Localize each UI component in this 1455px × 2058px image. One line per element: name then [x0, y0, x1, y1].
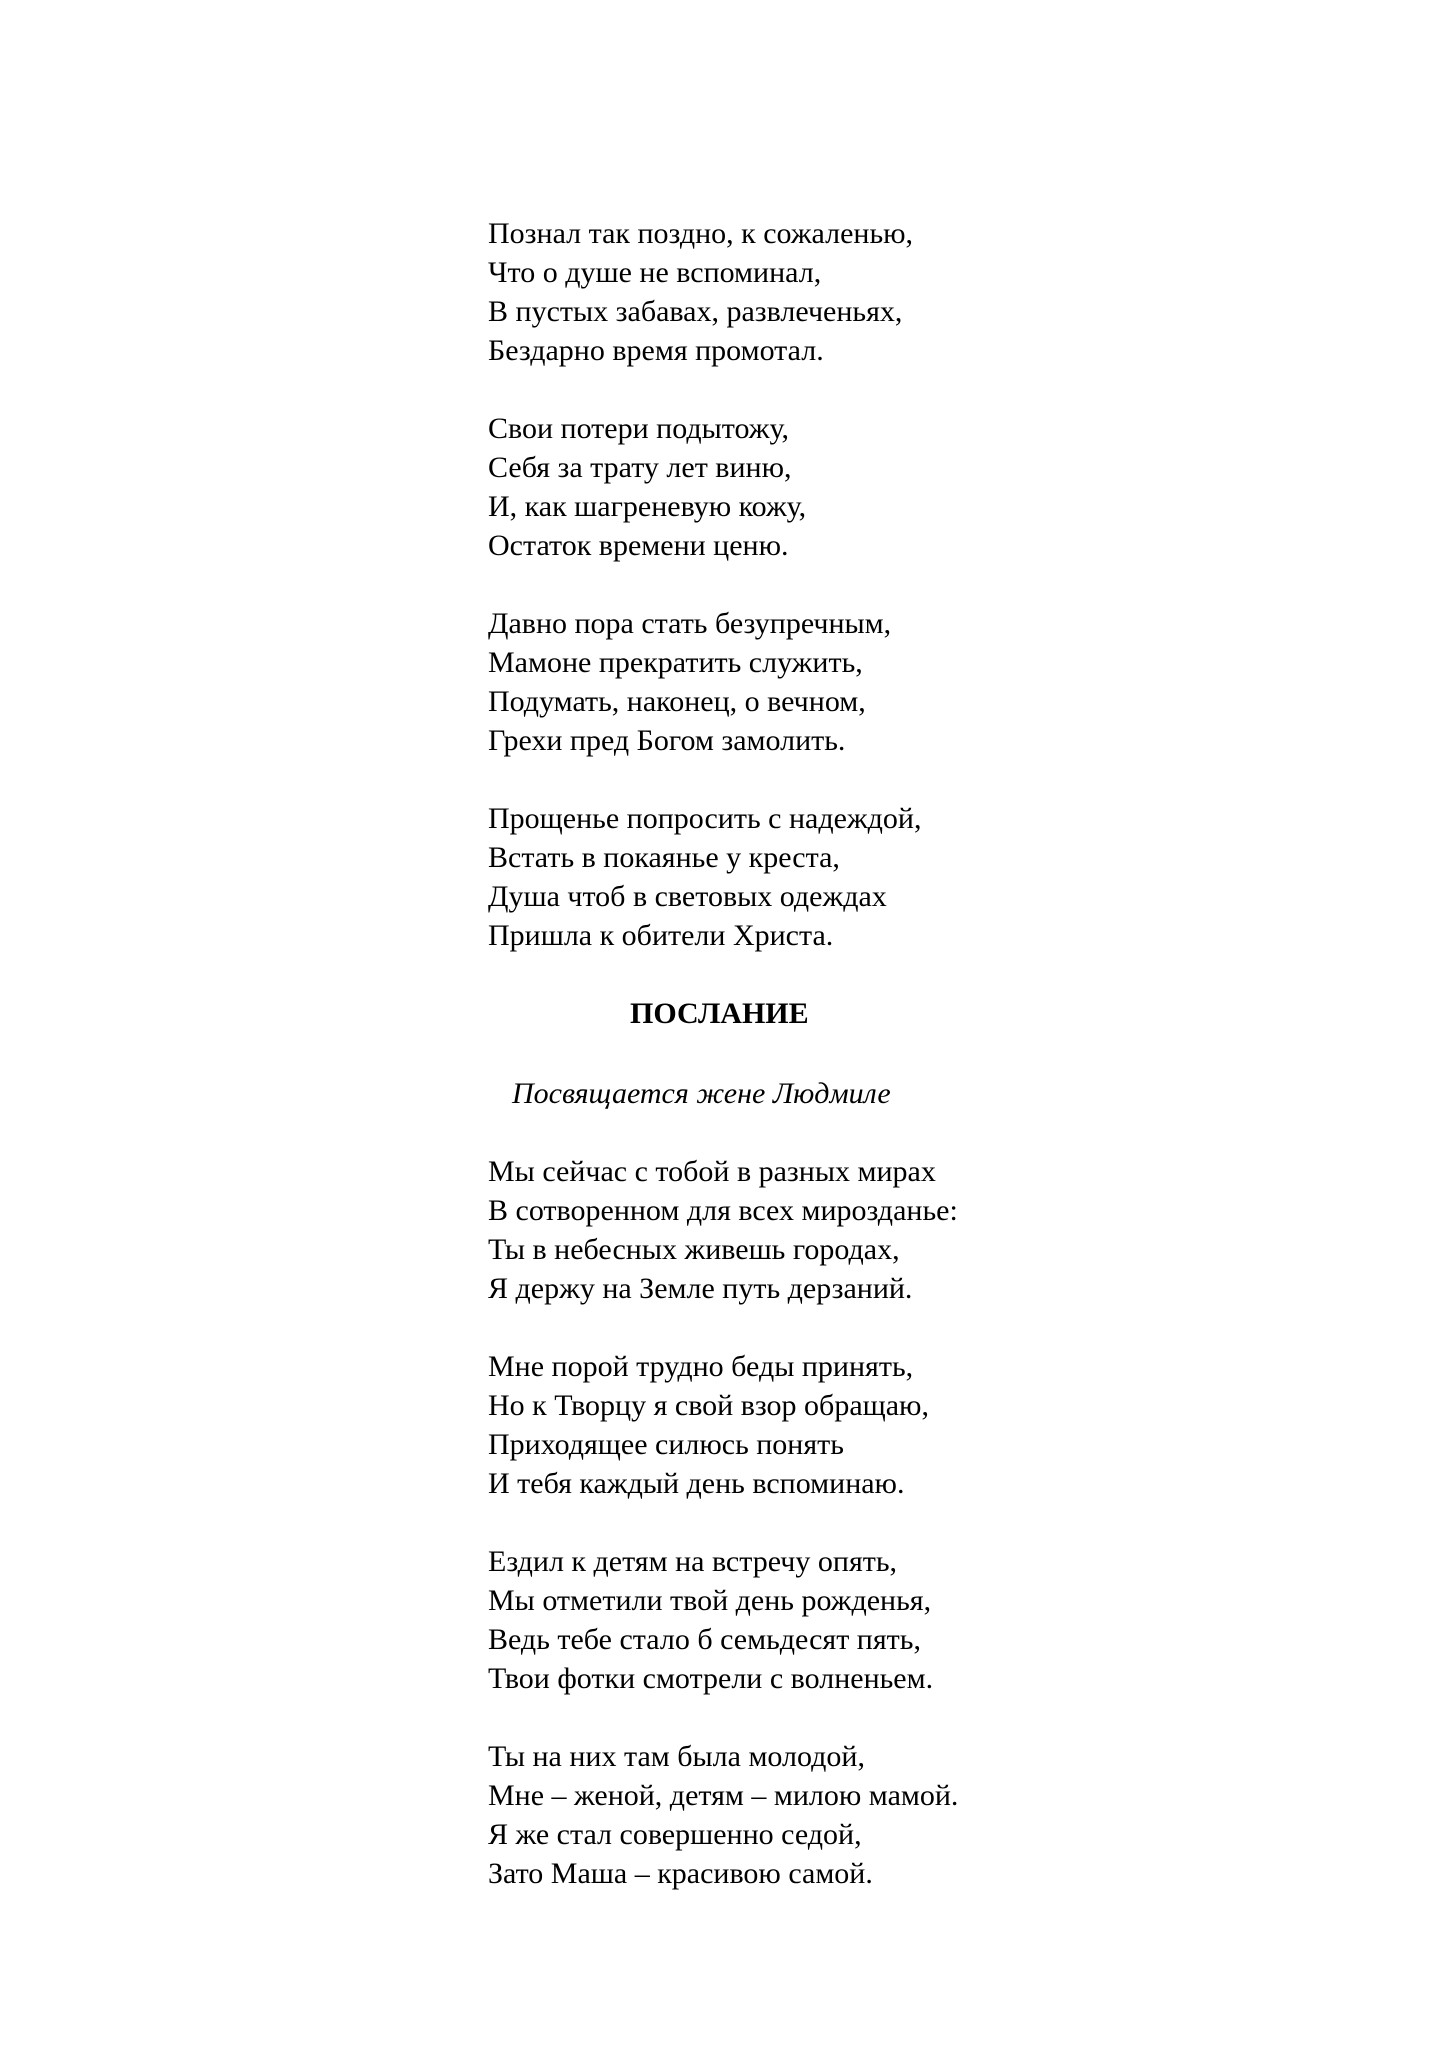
verse-line: Свои потери подытожу,: [488, 412, 789, 445]
verse-line: Ты на них там была молодой,: [488, 1740, 865, 1773]
verse-line: Что о душе не вспоминал,: [488, 256, 822, 289]
verse-line: И, как шагреневую кожу,: [488, 490, 807, 523]
verse-line: Познал так поздно, к сожаленью,: [488, 217, 914, 250]
verse-line: Мы сейчас с тобой в разных мирах: [488, 1155, 936, 1188]
text-column: [488, 214, 1108, 1932]
poem1-stanza-3: [488, 604, 1108, 760]
verse-line: Ездил к детям на встречу опять,: [488, 1545, 898, 1578]
poem2-stanza-3: [488, 1542, 1108, 1698]
verse-line: Себя за трату лет виню,: [488, 451, 792, 484]
verse-line: Бездарно время промотал.: [488, 334, 824, 367]
poem1-stanza-1: [488, 214, 1108, 370]
verse-line: Приходящее силюсь понять: [488, 1428, 844, 1461]
verse-line: Грехи пред Богом замолить.: [488, 724, 846, 757]
poem1-stanza-2: [488, 409, 1108, 565]
verse-line: Встать в покаянье у креста,: [488, 841, 840, 874]
poem2-stanza-1: [488, 1152, 1108, 1308]
verse-line: И тебя каждый день вспоминаю.: [488, 1467, 905, 1500]
poem2-stanza-2: [488, 1347, 1108, 1503]
verse-line: Ты в небесных живешь городах,: [488, 1233, 900, 1266]
verse-line: Ведь тебе стало б семьдесят пять,: [488, 1623, 921, 1656]
verse-line: Я держу на Земле путь дерзаний.: [488, 1272, 913, 1305]
poem-title: ПОСЛАНИЕ: [630, 997, 809, 1030]
verse-line: Душа чтоб в световых одеждах: [488, 880, 887, 913]
verse-line: Зато Маша – красивою самой.: [488, 1857, 873, 1890]
verse-line: В пустых забавах, развлеченьях,: [488, 295, 903, 328]
verse-line: Подумать, наконец, о вечном,: [488, 685, 866, 718]
poem1-stanza-4: [488, 799, 1108, 955]
poem2-stanza-4: [488, 1737, 1108, 1893]
verse-line: Я же стал совершенно седой,: [488, 1818, 862, 1851]
verse-line: Но к Творцу я свой взор обращаю,: [488, 1389, 929, 1422]
poem-dedication: Посвящается жене Людмиле: [512, 1077, 891, 1110]
verse-line: Прощенье попросить с надеждой,: [488, 802, 922, 835]
verse-line: Мамоне прекратить служить,: [488, 646, 863, 679]
verse-line: В сотворенном для всех мирозданье:: [488, 1194, 958, 1227]
verse-line: Пришла к обители Христа.: [488, 919, 834, 952]
verse-line: Остаток времени ценю.: [488, 529, 789, 562]
verse-line: Твои фотки смотрели с волненьем.: [488, 1662, 934, 1695]
verse-line: Мы отметили твой день рожденья,: [488, 1584, 932, 1617]
verse-line: Мне – женой, детям – милою мамой.: [488, 1779, 959, 1812]
verse-line: Давно пора стать безупречным,: [488, 607, 892, 640]
verse-line: Мне порой трудно беды принять,: [488, 1350, 914, 1383]
